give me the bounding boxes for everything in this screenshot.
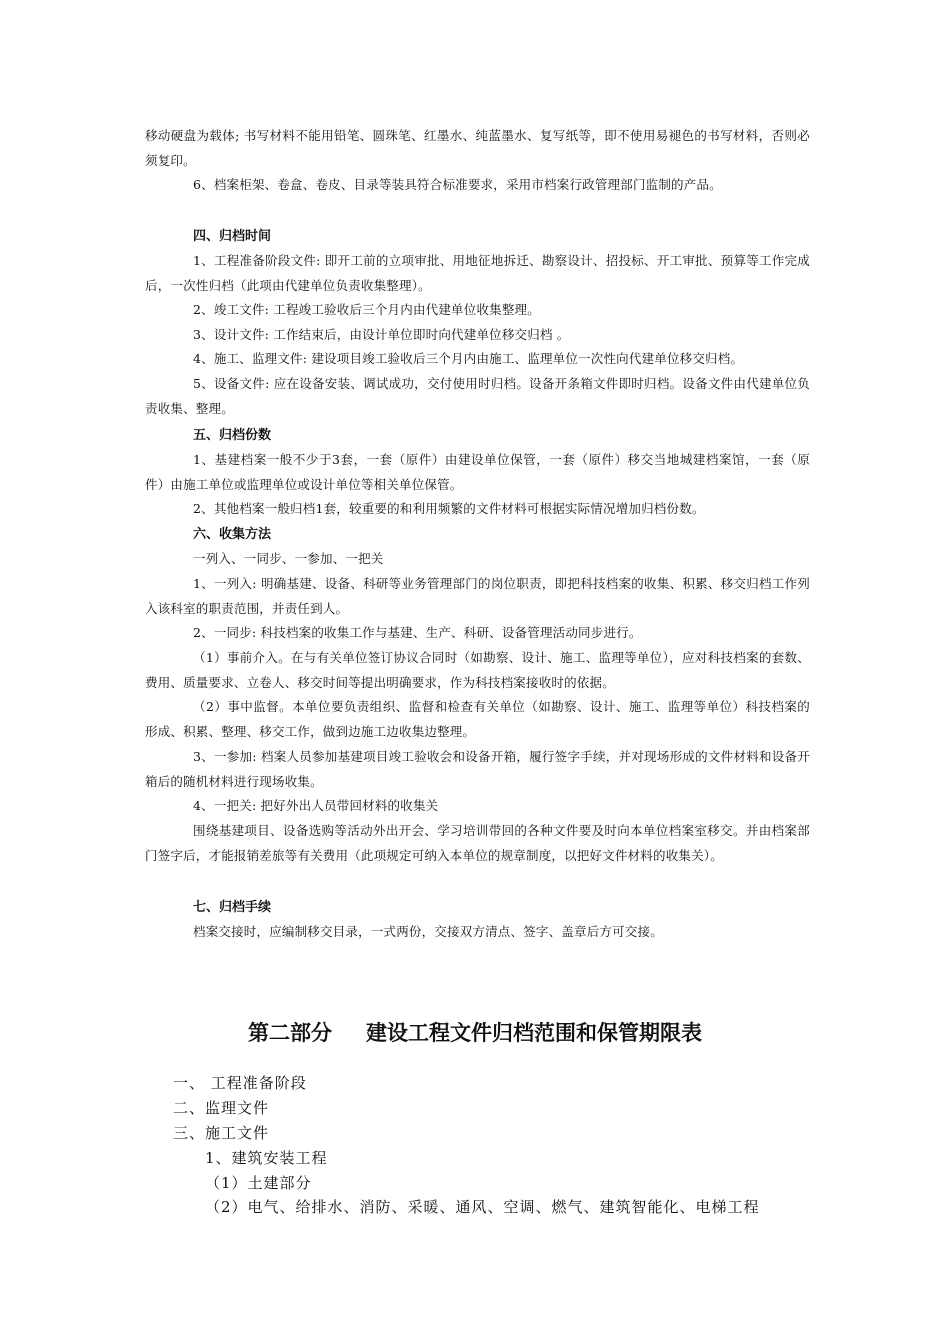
toc-subitem-1-2: （2）电气、给排水、消防、采暖、通风、空调、燃气、建筑智能化、电梯工程 [205, 1198, 760, 1216]
part-2-subtitle: 建设工程文件归档范围和保管期限表 [366, 1021, 702, 1045]
s6-item-6: 4、一把关: 把好外出人员带回材料的收集关 [193, 798, 439, 813]
s4-item-2: 2、竣工文件: 工程竣工验收后三个月内由代建单位收集整理。 [193, 302, 540, 317]
s6-item-2: 2、一同步: 科技档案的收集工作与基建、生产、科研、设备管理活动同步进行。 [193, 625, 642, 640]
s7-item-1: 档案交接时，应编制移交目录，一式两份，交接双方清点、签字、盖章后方可交接。 [193, 924, 663, 939]
s5-item-2: 2、其他档案一般归档1套，较重要的和利用频繁的文件材料可根据实际情况增加归档份数。 [193, 501, 705, 516]
s4-item-5: 5、设备文件: 应在设备安装、调试成功，交付使用时归档。设备开条箱文件即时归档。设备文件由代建单位负责收集、整理。 [145, 376, 810, 416]
part-2-label: 第二部分 [248, 1021, 332, 1045]
s6-item-5: 3、一参加: 档案人员参加基建项目竣工验收会和设备开箱，履行签字手续，并对现场形成的文件材料和设备开箱后的随机材料进行现场收集。 [145, 749, 810, 789]
toc-subitem-1: 1、建筑安装工程 [205, 1149, 328, 1167]
s6-item-0: 一列入、一同步、一参加、一把关 [193, 551, 384, 566]
s6-item-1: 1、一列入: 明确基建、设备、科研等业务管理部门的岗位职责，即把科技档案的收集、积累、移交归档工作列入该科室的职责范围，并责任到人。 [145, 576, 810, 616]
toc-item-2: 二、监理文件 [173, 1099, 270, 1117]
section-6-heading: 六、收集方法 [193, 527, 272, 542]
s4-item-1: 1、工程准备阶段文件: 即开工前的立项审批、用地征地拆迁、勘察设计、招投标、开工审批、预算等工作完成后，一次性归档（此项由代建单位负责收集整理）。 [145, 253, 810, 293]
intro-paragraph-1: 移动硬盘为载体; 书写材料不能用铅笔、圆珠笔、红墨水、纯蓝墨水、复写纸等，即不使用易褪色的书写材料，否则必须复印。 [145, 128, 810, 168]
s6-item-3: （1）事前介入。在与有关单位签订协议合同时（如勘察、设计、施工、监理等单位），应对科技档案的套数、费用、质量要求、立卷人、移交时间等提出明确要求，作为科技档案接收时的依据。 [145, 650, 810, 690]
section-5-heading: 五、归档份数 [193, 428, 272, 443]
s6-item-7: 围绕基建项目、设备选购等活动外出开会、学习培训带回的各种文件要及时向本单位档案室移交。并由档案部门签字后，才能报销差旅等有关费用（此项规定可纳入本单位的规章制度，以把好文件材料的收集关）。 [145, 823, 810, 863]
toc-item-1: 一、 工程准备阶段 [173, 1074, 307, 1092]
s4-item-4: 4、施工、监理文件: 建设项目竣工验收后三个月内由施工、监理单位一次性向代建单位移交归档。 [193, 351, 744, 366]
toc-item-3: 三、施工文件 [173, 1124, 270, 1142]
intro-paragraph-2: 6、档案柜架、卷盒、卷皮、目录等装具符合标准要求，采用市档案行政管理部门监制的产品。 [193, 177, 722, 192]
toc-subitem-1-1: （1）土建部分 [205, 1174, 312, 1192]
s5-item-1: 1、基建档案一般不少于3套，一套（原件）由建设单位保管，一套（原件）移交当地城建档案馆，一套（原件）由施工单位或监理单位或设计单位等相关单位保管。 [145, 452, 810, 492]
section-4-heading: 四、归档时间 [193, 229, 272, 244]
s4-item-3: 3、设计文件: 工作结束后，由设计单位即时向代建单位移交归档 。 [193, 327, 570, 342]
part-2-title [0, 1018, 950, 1048]
section-7-heading: 七、归档手续 [193, 900, 272, 915]
s6-item-4: （2）事中监督。本单位要负责组织、监督和检查有关单位（如勘察、设计、施工、监理等单位）科技档案的形成、积累、整理、移交工作，做到边施工边收集边整理。 [145, 699, 810, 739]
